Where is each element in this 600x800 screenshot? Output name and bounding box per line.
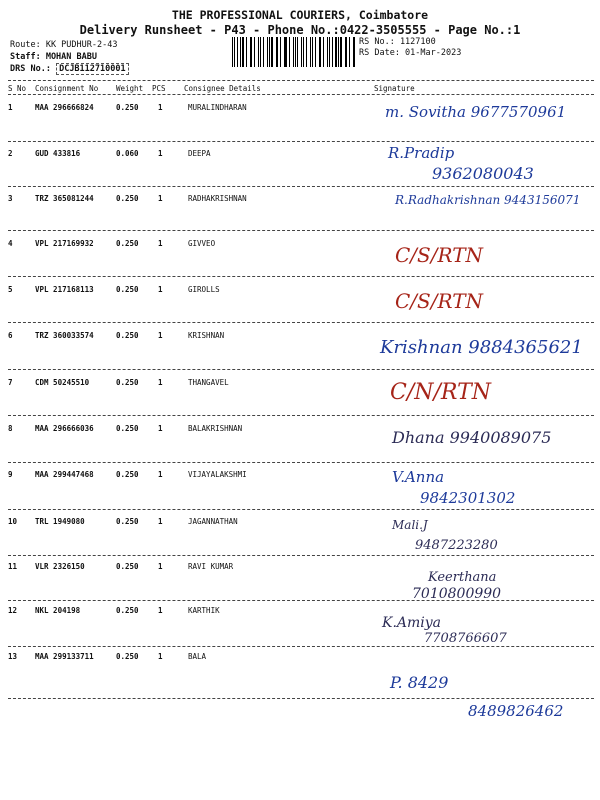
row-sno: 6 <box>8 331 13 340</box>
table-bottom-rule <box>8 698 594 699</box>
table-row <box>0 187 600 231</box>
barcode-bar <box>354 37 355 67</box>
row-pcs: 1 <box>158 517 163 526</box>
row-consignment: MAA 299133711 <box>35 652 94 661</box>
col-consignee: Consignee Details <box>184 84 261 93</box>
row-pcs: 1 <box>158 652 163 661</box>
row-weight: 0.250 <box>116 562 139 571</box>
signature-line-1: V.Anna <box>392 468 445 486</box>
barcode-bar <box>289 37 290 67</box>
row-sno: 11 <box>8 562 18 571</box>
signature-line-1: R.Radhakrishnan 9443156071 <box>395 193 581 207</box>
signature-line-1: m. Sovitha 9677570961 <box>385 103 567 121</box>
barcode-bar <box>345 37 346 67</box>
row-consignee: BALA <box>188 652 207 661</box>
row-consignee: GIVVEO <box>188 239 216 248</box>
table-top-rule <box>8 80 594 81</box>
company-name: THE PROFESSIONAL COURIERS, Coimbatore <box>171 8 429 22</box>
row-consignee: BALAKRISHNAN <box>188 424 243 433</box>
rs-date: RS Date: 01-Mar-2023 <box>359 48 462 58</box>
row-pcs: 1 <box>158 331 163 340</box>
row-pcs: 1 <box>158 194 163 203</box>
row-sno: 10 <box>8 517 18 526</box>
row-weight: 0.250 <box>116 517 139 526</box>
row-consignee: RAVI KUMAR <box>188 562 234 571</box>
row-weight: 0.060 <box>116 149 139 158</box>
barcode-bar <box>323 37 324 67</box>
signature-line-1: Keerthana <box>428 570 497 585</box>
row-pcs: 1 <box>158 149 163 158</box>
barcode-bar <box>346 37 347 67</box>
barcode-bar <box>232 37 233 67</box>
row-weight: 0.250 <box>116 239 139 248</box>
row-pcs: 1 <box>158 606 163 615</box>
signature-line-1: Dhana 9940089075 <box>392 428 552 447</box>
barcode-bar <box>312 37 313 67</box>
row-weight: 0.250 <box>116 424 139 433</box>
rs-number: RS No.: 1127100 <box>359 37 436 47</box>
row-consignee: DEEPA <box>188 149 211 158</box>
row-sno: 3 <box>8 194 13 203</box>
row-weight: 0.250 <box>116 103 139 112</box>
barcode-bar <box>303 37 304 67</box>
table-row <box>0 97 600 142</box>
barcode-bar <box>338 37 339 67</box>
row-pcs: 1 <box>158 285 163 294</box>
row-sno: 8 <box>8 424 13 433</box>
row-sno: 2 <box>8 149 13 158</box>
barcode-bar <box>310 37 311 67</box>
barcode-bar <box>332 37 333 67</box>
barcode-bar <box>234 37 235 67</box>
row-sno: 5 <box>8 285 13 294</box>
col-pcs: PCS <box>152 84 166 93</box>
signature-line-2: 7010800990 <box>412 586 502 602</box>
row-consignment: GUD 433816 <box>35 149 81 158</box>
staff-label: Staff: MOHAN BABU <box>10 52 97 62</box>
row-pcs: 1 <box>158 470 163 479</box>
table-row <box>0 142 600 186</box>
row-sno: 7 <box>8 378 13 387</box>
row-consignment: MAA 296666824 <box>35 103 94 112</box>
row-sno: 13 <box>8 652 18 661</box>
row-weight: 0.250 <box>116 285 139 294</box>
signature-line-2: 9487223280 <box>415 538 498 553</box>
signature-line-1: C/N/RTN <box>390 380 492 405</box>
barcode-bar <box>251 37 252 67</box>
col-sno: S No <box>8 84 27 93</box>
row-sno: 4 <box>8 239 13 248</box>
barcode-bar <box>340 37 341 67</box>
barcode-bar <box>306 37 308 67</box>
barcode <box>232 37 357 67</box>
row-consignee: MURALINDHARAN <box>188 103 247 112</box>
table-row <box>0 647 600 720</box>
barcode-bar <box>293 37 294 67</box>
row-pcs: 1 <box>158 424 163 433</box>
row-consignee: THANGAVEL <box>188 378 229 387</box>
barcode-bar <box>240 37 241 67</box>
row-consignment: TRZ 365081244 <box>35 194 94 203</box>
row-consignee: GIROLLS <box>188 285 220 294</box>
route-label: Route: KK PUDHUR-2-43 <box>10 40 118 50</box>
col-consignment: Consignment No <box>35 84 99 93</box>
row-consignment: TRL 1949080 <box>35 517 85 526</box>
row-consignee: KARTHIK <box>188 606 220 615</box>
barcode-bar <box>353 37 354 67</box>
signature-line-1: K.Amiya <box>382 615 442 631</box>
row-consignment: MAA 296666036 <box>35 424 94 433</box>
table-row <box>0 510 600 555</box>
row-consignment: CDM 50245510 <box>35 378 90 387</box>
row-pcs: 1 <box>158 239 163 248</box>
col-weight: Weight <box>116 84 144 93</box>
barcode-bar <box>315 37 316 67</box>
row-pcs: 1 <box>158 562 163 571</box>
barcode-bar <box>260 37 261 67</box>
barcode-bar <box>237 37 238 67</box>
row-weight: 0.250 <box>116 652 139 661</box>
barcode-bar <box>277 37 278 67</box>
barcode-bar <box>280 37 281 67</box>
barcode-bar <box>335 37 337 67</box>
runsheet-title: Delivery Runsheet - P43 - Phone No.:0422-3505555 - Page No.:1 <box>79 23 521 37</box>
table-row <box>0 323 600 369</box>
row-consignee: RADHAKRISHNAN <box>188 194 247 203</box>
signature-line-1: C/S/RTN <box>395 243 484 267</box>
table-row <box>0 556 600 600</box>
row-sno: 12 <box>8 606 18 615</box>
signature-line-2: 7708766607 <box>424 631 507 646</box>
row-consignment: VLR 2326150 <box>35 562 85 571</box>
row-pcs: 1 <box>158 378 163 387</box>
signature-line-2: 9362080043 <box>432 164 534 183</box>
barcode-bar <box>285 37 287 67</box>
row-consignment: TRZ 360033574 <box>35 331 94 340</box>
table-header-rule <box>8 94 594 95</box>
row-consignment: VPL 217169932 <box>35 239 94 248</box>
barcode-bar <box>258 37 259 67</box>
signature-line-1: C/S/RTN <box>395 289 484 313</box>
row-sno: 1 <box>8 103 13 112</box>
barcode-bar <box>271 37 272 67</box>
barcode-bar <box>295 37 296 67</box>
row-consignment: MAA 299447468 <box>35 470 94 479</box>
row-weight: 0.250 <box>116 331 139 340</box>
barcode-bar <box>319 37 320 67</box>
row-consignment: VPL 217168113 <box>35 285 94 294</box>
row-weight: 0.250 <box>116 470 139 479</box>
row-consignee: JAGANNATHAN <box>188 517 238 526</box>
drs-label: DRS No.: <box>10 64 51 74</box>
barcode-bar <box>254 37 255 67</box>
signature-line-1: R.Pradip <box>388 144 455 162</box>
signature-line-1: P. 8429 <box>390 673 449 692</box>
table-row <box>0 601 600 646</box>
table-row <box>0 277 600 322</box>
barcode-bar <box>301 37 302 67</box>
table-row <box>0 416 600 462</box>
barcode-bar <box>329 37 330 67</box>
barcode-bar <box>320 37 321 67</box>
col-signature: Signature <box>374 84 415 93</box>
table-row <box>0 370 600 415</box>
barcode-bar <box>269 37 270 67</box>
row-consignment: NKL 204198 <box>35 606 81 615</box>
signature-line-2: 8489826462 <box>468 702 564 720</box>
barcode-bar <box>242 37 244 67</box>
row-weight: 0.250 <box>116 194 139 203</box>
barcode-bar <box>276 37 277 67</box>
row-sno: 9 <box>8 470 13 479</box>
row-pcs: 1 <box>158 103 163 112</box>
table-row <box>0 231 600 276</box>
drs-number <box>10 64 129 74</box>
row-consignee: VIJAYALAKSHMI <box>188 470 247 479</box>
signature-line-1: Mali.J <box>392 518 428 532</box>
signature-line-2: 9842301302 <box>420 489 516 507</box>
drs-value: DCJB112710001 <box>56 63 129 75</box>
barcode-bar <box>327 37 328 67</box>
row-consignee: KRISHNAN <box>188 331 225 340</box>
table-row <box>0 463 600 509</box>
barcode-bar <box>267 37 268 67</box>
barcode-bar <box>246 37 247 67</box>
barcode-bar <box>263 37 265 67</box>
barcode-bar <box>284 37 285 67</box>
barcode-bar <box>349 37 350 67</box>
row-weight: 0.250 <box>116 606 139 615</box>
row-weight: 0.250 <box>116 378 139 387</box>
barcode-bar <box>250 37 251 67</box>
barcode-bar <box>297 37 298 67</box>
signature-line-1: Krishnan 9884365621 <box>380 337 583 358</box>
